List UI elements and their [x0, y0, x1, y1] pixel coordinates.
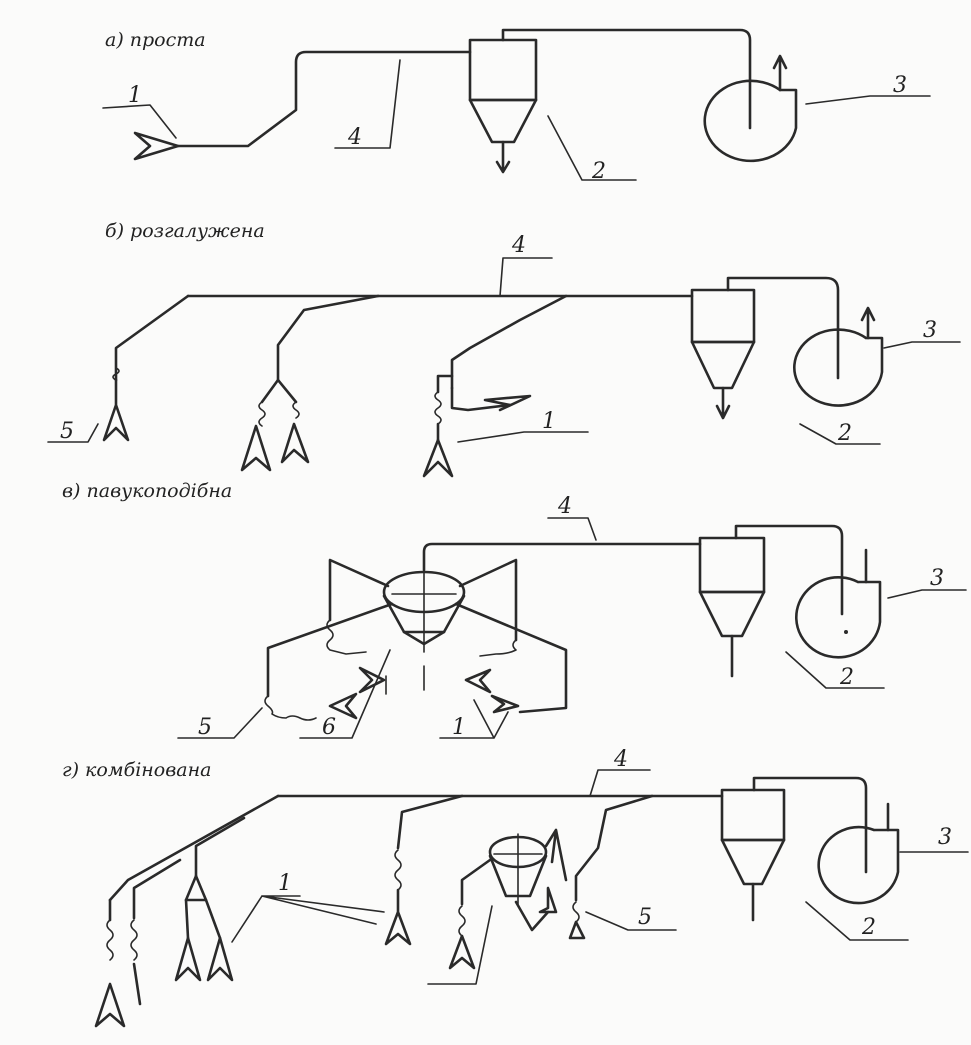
- fan-axle: [844, 630, 848, 634]
- fan: [796, 577, 880, 657]
- label-3: 3: [923, 318, 937, 343]
- flex-hose: [395, 850, 401, 890]
- branch-2: [278, 296, 378, 380]
- hood: [176, 938, 200, 980]
- leader-4: [500, 258, 552, 296]
- duct: [516, 902, 548, 930]
- cyclone: [700, 538, 764, 592]
- label-4: 4: [512, 233, 526, 258]
- leader-5: [586, 912, 676, 930]
- main-duct: [424, 544, 700, 570]
- leader-2: [806, 902, 908, 940]
- leader-3: [806, 96, 930, 104]
- panel-c: [62, 480, 966, 740]
- flex-hose: [480, 640, 516, 656]
- discharge-arrow: [497, 142, 509, 172]
- label-4: 4: [348, 125, 362, 150]
- hood: [208, 938, 232, 980]
- hood: [104, 380, 128, 440]
- duct: [186, 900, 220, 938]
- label-6: 6: [322, 715, 336, 740]
- splitter: [186, 876, 206, 900]
- hood: [242, 426, 270, 470]
- hood: [540, 888, 556, 912]
- diagonal-duct: [110, 796, 278, 900]
- label-4: 4: [558, 494, 572, 519]
- leader-5: [178, 708, 262, 738]
- panel-d: [62, 747, 968, 1026]
- label-5: 5: [638, 905, 652, 930]
- flex-hose: [293, 402, 299, 418]
- label-2: 2: [862, 915, 876, 940]
- hood: [492, 696, 518, 712]
- panel-b: [48, 220, 960, 476]
- cyclone-cone: [470, 100, 536, 142]
- collector-axis: [392, 572, 456, 652]
- hood: [135, 133, 178, 159]
- panel-a: [103, 29, 930, 184]
- label-3: 3: [930, 566, 944, 591]
- duct: [438, 376, 452, 440]
- leader-3: [884, 342, 960, 348]
- hood: [466, 670, 490, 692]
- collector-axis: [494, 834, 542, 904]
- duct-to-fan: [503, 30, 750, 128]
- label-1: 1: [278, 871, 292, 896]
- label-4: 4: [614, 747, 628, 772]
- discharge-arrow: [717, 388, 729, 418]
- label-2: 2: [592, 159, 606, 184]
- cyclone-cone: [700, 592, 764, 636]
- label-3: 3: [893, 73, 907, 98]
- label-1: 1: [452, 715, 466, 740]
- flex-hose: [259, 402, 265, 426]
- branch: [134, 860, 180, 918]
- branch: [398, 796, 462, 848]
- hood: [424, 440, 452, 476]
- hood: [570, 922, 584, 938]
- leader-4: [335, 60, 400, 148]
- spider-branch: [460, 560, 516, 640]
- duct: [134, 964, 140, 1004]
- duct-to-fan: [754, 778, 866, 872]
- flex-hose: [435, 392, 441, 424]
- collector-branch: [546, 830, 566, 880]
- flex-hose: [131, 920, 137, 960]
- duct: [178, 52, 470, 146]
- hood: [386, 890, 410, 944]
- cyclone: [470, 40, 536, 100]
- hood: [282, 424, 308, 462]
- branch: [196, 818, 244, 876]
- cyclone-cone: [722, 840, 784, 884]
- exhaust-arrow: [862, 308, 874, 338]
- label-5: 5: [198, 715, 212, 740]
- label-2: 2: [838, 421, 852, 446]
- panel-d-title: г) комбінована: [62, 759, 212, 781]
- panel-c-title: в) павукоподібна: [62, 480, 233, 502]
- hood: [450, 936, 474, 968]
- spider-branch: [456, 604, 566, 712]
- branch-1: [116, 296, 188, 380]
- leader-1: [440, 700, 508, 738]
- outlet: [386, 666, 424, 694]
- leader-1: [458, 432, 588, 442]
- label-1: 1: [542, 409, 556, 434]
- fan: [819, 827, 898, 903]
- label-3: 3: [938, 825, 952, 850]
- branch-3: [452, 296, 566, 388]
- panel-a-title: а) проста: [105, 29, 206, 51]
- cyclone-cone: [692, 342, 754, 388]
- flex-hose: [459, 906, 465, 936]
- cyclone: [722, 790, 784, 840]
- branch: [576, 796, 652, 900]
- cyclone: [692, 290, 754, 342]
- label-1: 1: [128, 83, 142, 108]
- leader-3: [888, 590, 966, 598]
- panel-b-title: б) розгалужена: [105, 220, 265, 242]
- label-2: 2: [840, 665, 854, 690]
- hood: [96, 900, 124, 1026]
- collector-branch: [462, 860, 490, 904]
- leader-4: [590, 770, 650, 796]
- flex-hose: [573, 902, 579, 922]
- flex-hose: [265, 696, 316, 720]
- leader-1: [232, 896, 384, 942]
- exhaust-arrow: [774, 56, 786, 90]
- leader-4: [548, 518, 596, 540]
- spider-branch: [330, 560, 388, 620]
- leader-6: [300, 650, 390, 738]
- flex-hose: [107, 920, 113, 960]
- label-5: 5: [60, 419, 74, 444]
- branch-split: [262, 380, 296, 402]
